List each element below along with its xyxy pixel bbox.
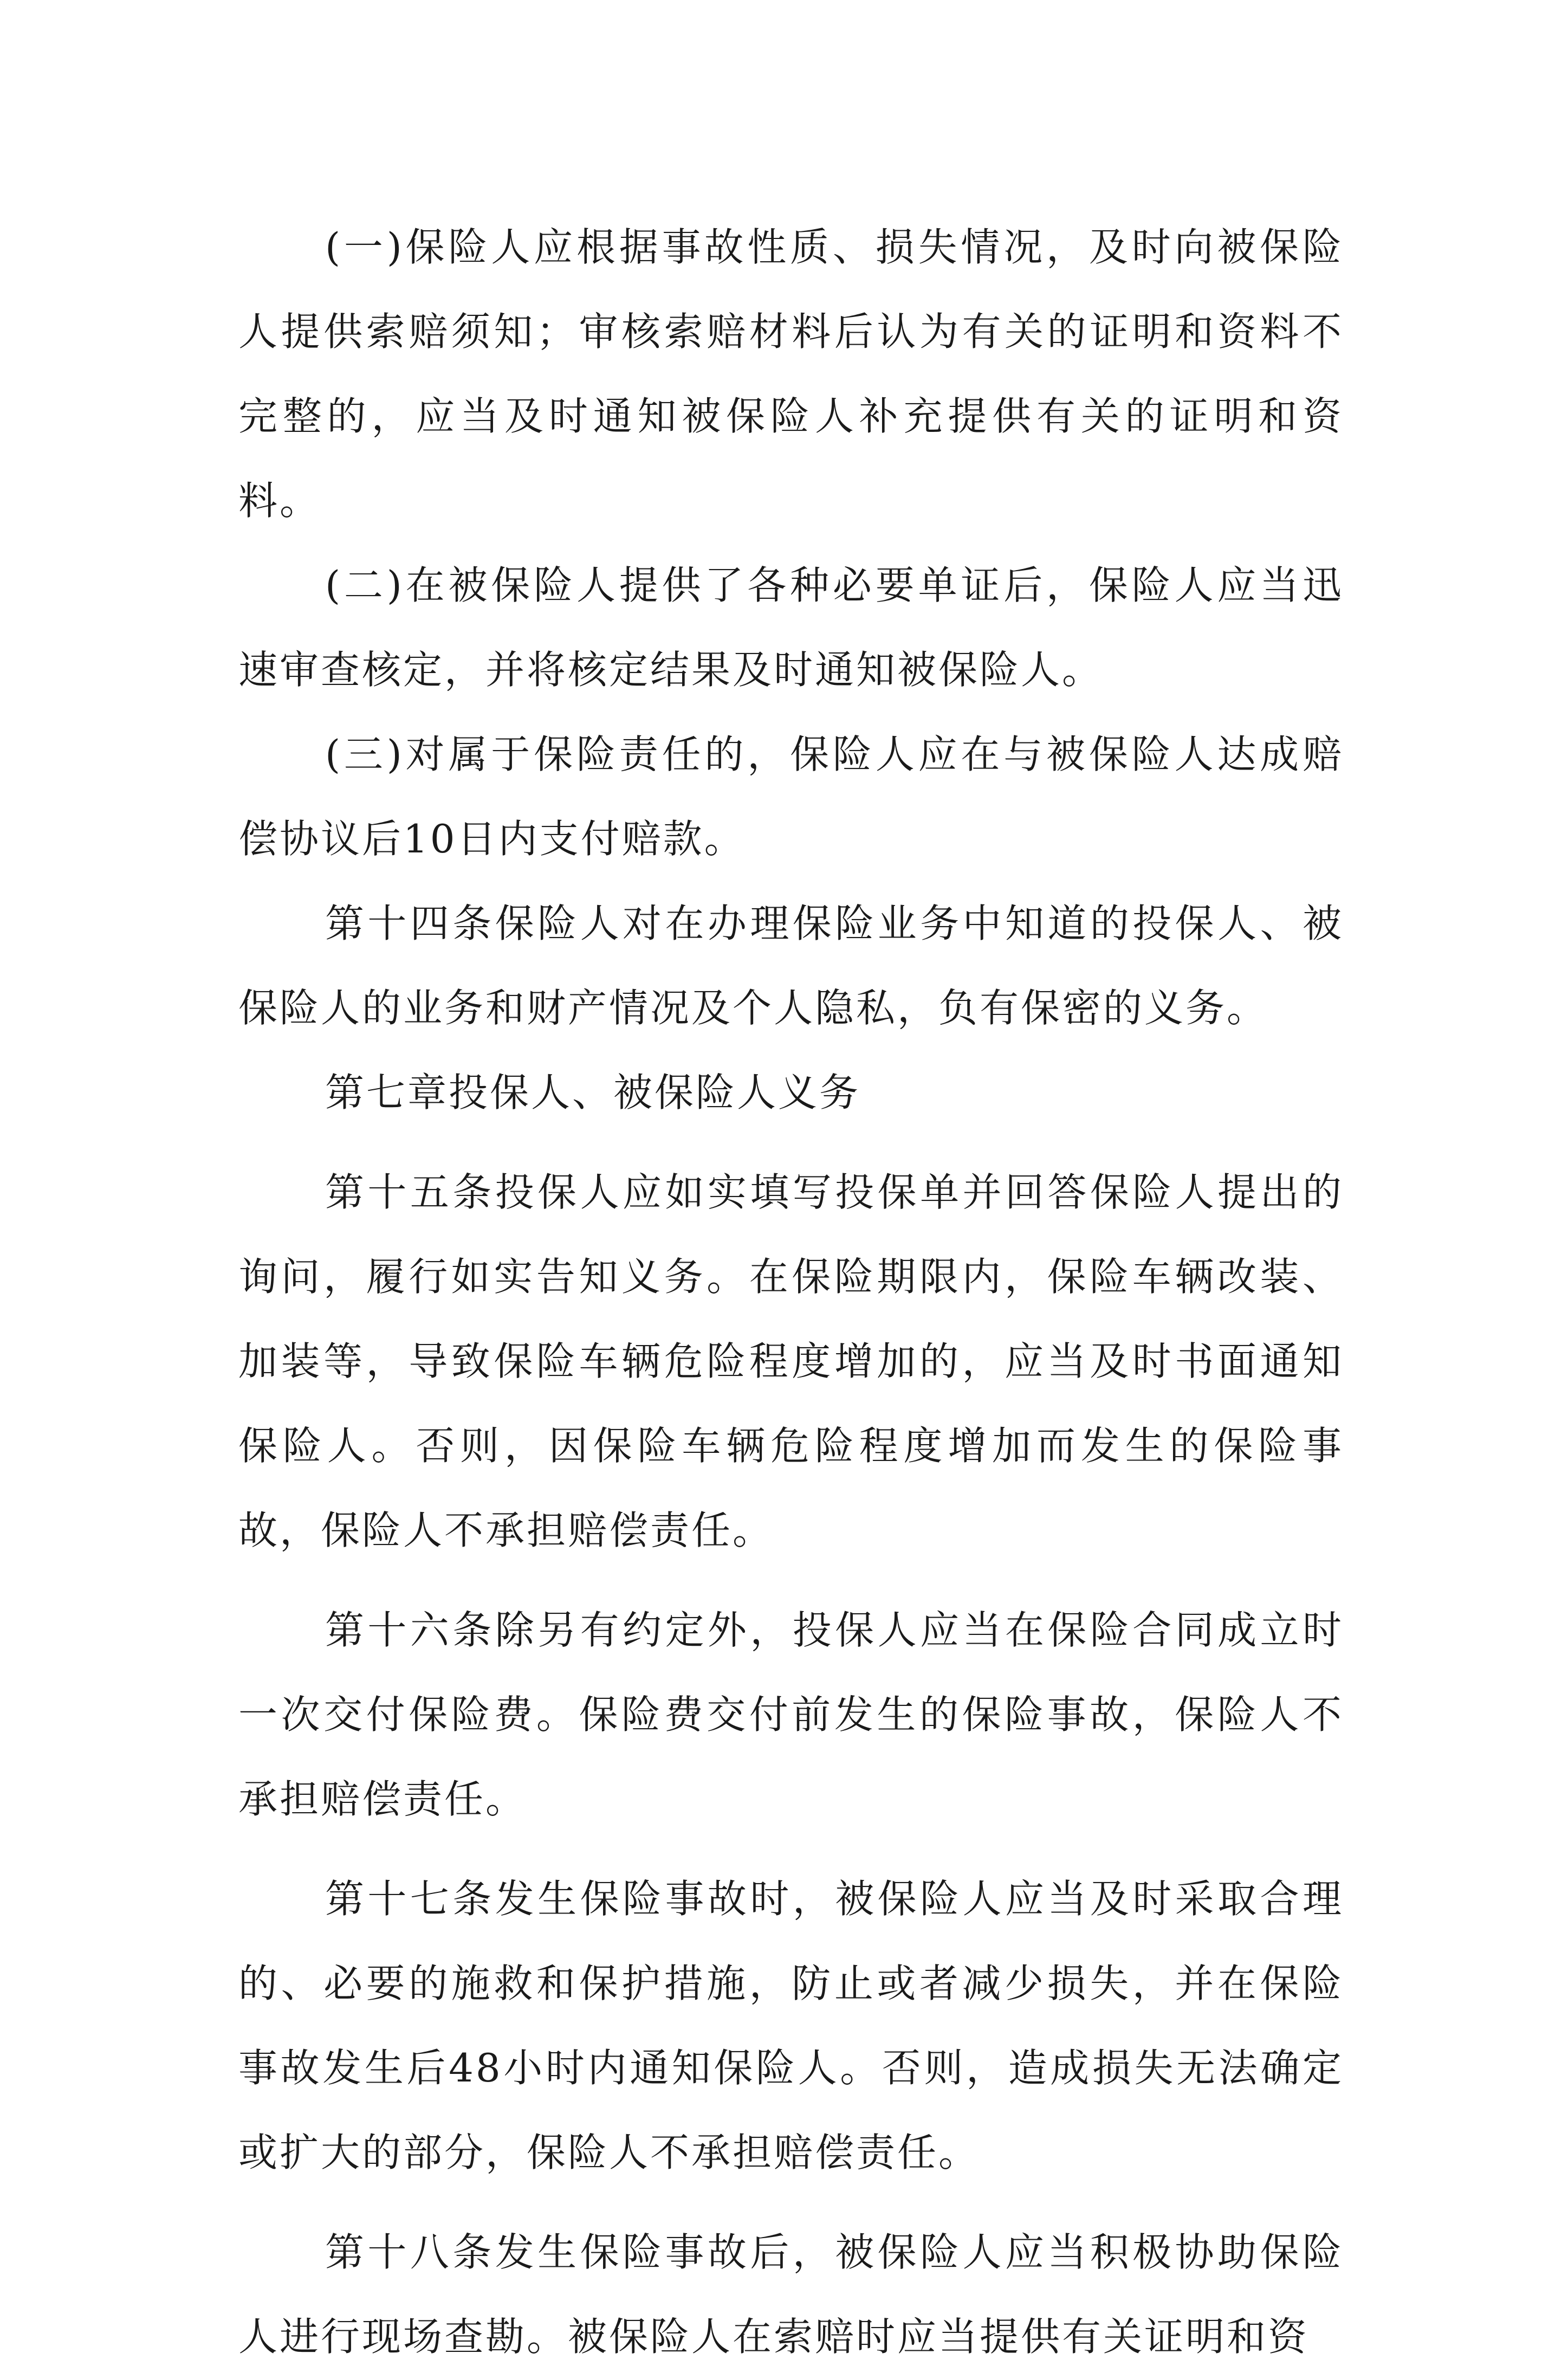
chapter-heading-7: 第七章投保人、被保险人义务 [325,1070,861,1115]
paragraph-claim-notice: (一)保险人应根据事故性质、损失情况，及时向被保险人提供索赔须知；审核索赔材料后认为有关的证明和资料不完整的，应当及时通知被保险人补充提供有关的证明和资料。 [238,224,1344,523]
paragraph-review-documents: (二)在被保险人提供了各种必要单证后，保险人应当迅速审查核定，并将核定结果及时通知被保险人。 [238,563,1344,693]
paragraph-article-17: 第十七条发生保险事故时，被保险人应当及时采取合理的、必要的施救和保护措施，防止或者减少损失，并在保险事故发生后48小时内通知保险人。否则，造成损失无法确定或扩大的部分，保险人不承担赔偿责任。 [238,1876,1344,2175]
paragraph-article-14: 第十四条保险人对在办理保险业务中知道的投保人、被保险人的业务和财产情况及个人隐私，负有保密的义务。 [238,901,1344,1031]
paragraph-article-18: 第十八条发生保险事故后，被保险人应当积极协助保险人进行现场查勘。被保险人在索赔时应当提供有关证明和资 [238,2229,1344,2359]
paragraph-payment-deadline: (三)对属于保险责任的，保险人应在与被保险人达成赔偿协议后10日内支付赔款。 [238,732,1344,862]
paragraph-article-16: 第十六条除另有约定外，投保人应当在保险合同成立时一次交付保险费。保险费交付前发生的保险事故，保险人不承担赔偿责任。 [238,1607,1344,1822]
document-body [238,205,1344,2379]
paragraph-article-15: 第十五条投保人应如实填写投保单并回答保险人提出的询问，履行如实告知义务。在保险期限内，保险车辆改装、加装等，导致保险车辆危险程度增加的，应当及时书面通知保险人。否则，因保险车辆危险程度增加而发生的保险事故，保险人不承担赔偿责任。 [238,1169,1344,1553]
